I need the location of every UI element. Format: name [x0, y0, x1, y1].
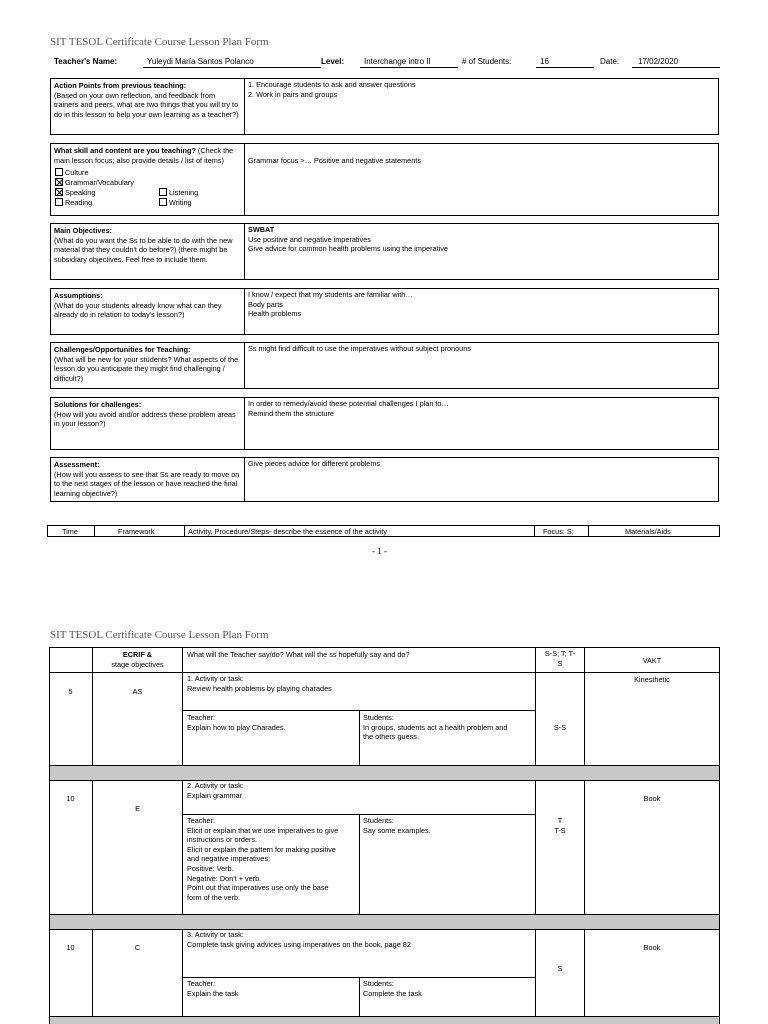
- col-vakt: VAKT: [642, 656, 662, 665]
- col-focus: S-S; T; T-: [544, 649, 576, 658]
- lesson-steps-table: [49, 647, 720, 1024]
- assumptions-title: Assumptions:: [54, 291, 103, 300]
- form-title: SIT TESOL Certificate Course Lesson Plan Form: [50, 36, 269, 48]
- action-points-section: [50, 78, 719, 135]
- skills-answer: Grammar focus >… Positive and negative statements: [248, 156, 421, 165]
- objective-item: Give advice for common health problems using the imperative: [248, 244, 448, 254]
- row2-stage: E: [135, 804, 140, 813]
- row2-task-desc: Explain grammar: [187, 790, 243, 800]
- row3-students-label: Students:: [363, 979, 394, 988]
- action-points-title: Action Points from previous teaching:: [54, 81, 187, 90]
- objectives-desc: (What do you want the Ss to be able to do with the new material that they couldn't do before?) (there might be subsidiary objectives. Feel free to include them.: [54, 235, 233, 264]
- action-points-desc: (Based on your own reflection, and feedback from trainers and peers, what are two things that you will try to do in this lesson to help your own learning as a teacher?): [54, 90, 239, 119]
- teacher-label: Teacher's Name:: [54, 57, 118, 66]
- row3-students-line: Complete the task: [363, 988, 422, 998]
- row2-vakt: Book: [643, 794, 661, 803]
- col-materials: Materials/Aids: [625, 527, 671, 536]
- framework-header-row: [47, 525, 720, 537]
- row2-focus: T-S: [554, 825, 566, 835]
- date-value: 17/02/2020: [638, 57, 679, 66]
- row2-students-label: Students:: [363, 816, 394, 825]
- objectives-title: Main Objectives:: [54, 226, 112, 235]
- grammar-checkbox[interactable]: [55, 178, 63, 186]
- col-ecrif: ECRIF &: [122, 650, 153, 659]
- swbat-label: SWBAT: [248, 225, 275, 234]
- row2-focus: T: [557, 816, 563, 825]
- culture-label: Culture: [65, 168, 89, 177]
- row2-teacher-line: and negative imperatives:: [187, 854, 271, 864]
- date-label: Date:: [600, 57, 620, 66]
- action-point-item: 1. Encourage students to ask and answer questions: [248, 80, 416, 89]
- row3-stage: C: [134, 943, 141, 952]
- row2-students-line: Say some examples.: [363, 825, 431, 835]
- solutions-title: Solutions for challenges:: [54, 400, 142, 409]
- students-count: 16: [540, 57, 549, 66]
- col-what: What will the Teacher say/do? What will the ss hopefully say and do?: [187, 650, 410, 659]
- teacher-name: Yuleydi María Santos Polanco: [147, 57, 254, 66]
- challenges-section: [50, 342, 719, 389]
- assumption-item: Health problems: [248, 309, 302, 319]
- row3-teacher-line: Explain the task: [187, 988, 239, 998]
- assessment-desc: (How will you assess to see that Ss are ready to move on to the next stages of the lesson or have reached the final learning objective?): [54, 469, 240, 498]
- row1-students-line: In groups, students act a health problem and: [363, 722, 508, 732]
- row2-time: 10: [66, 794, 75, 803]
- row1-task-title: 1. Activity or task:: [187, 674, 244, 683]
- listening-checkbox[interactable]: [159, 188, 167, 196]
- action-point-item: 2. Work in pairs and groups: [248, 89, 338, 99]
- row1-task-desc: Review health problems by playing charades: [187, 683, 332, 693]
- skills-desc: (Check the main lesson focus; also provide details / list of items): [54, 146, 234, 165]
- challenges-desc: (What will be new for your students? What aspects of the lesson do you anticipate they might find challenging / difficult?): [54, 354, 239, 383]
- challenge-item: Ss might find difficult to use the imperatives without subject pronouns: [248, 344, 471, 353]
- culture-checkbox[interactable]: [55, 168, 63, 176]
- row2-task-title: 2. Activity or task:: [187, 781, 244, 790]
- row1-teacher-label: Teacher:: [187, 713, 215, 722]
- skills-section: [50, 143, 719, 216]
- row1-time: 5: [68, 687, 73, 696]
- objective-item: Use positive and negative imperatives: [248, 234, 371, 244]
- row1-stage: AS: [132, 687, 143, 696]
- level-label: Level:: [321, 57, 345, 66]
- row3-time: 10: [66, 943, 75, 952]
- row2-teacher-label: Teacher:: [187, 816, 215, 825]
- row1-students-label: Students:: [363, 713, 394, 722]
- row2-teacher-line: Positive: Verb.: [187, 863, 234, 873]
- challenges-title: Challenges/Opportunities for Teaching:: [54, 345, 191, 354]
- assumptions-desc: (What do your students already know what can they already do in relation to today's lesson?): [54, 300, 222, 320]
- students-label: # of Students:: [462, 57, 512, 66]
- speaking-label: Speaking: [65, 188, 96, 197]
- header-row: [50, 57, 720, 69]
- assessment-title: Assessment:: [54, 460, 100, 469]
- form-title: SIT TESOL Certificate Course Lesson Plan Form: [50, 629, 269, 641]
- row3-vakt: Book: [643, 943, 661, 952]
- assumption-item: I know / expect that my students are familiar with…: [248, 290, 413, 299]
- col-framework: Framework: [118, 527, 155, 536]
- col-time: Time: [62, 527, 78, 536]
- row3-focus: S: [557, 964, 563, 973]
- level-value: Interchange intro II: [364, 57, 431, 66]
- row1-vakt: Kinesthetic: [634, 675, 670, 684]
- assumptions-section: [50, 288, 719, 335]
- speaking-checkbox[interactable]: [55, 188, 63, 196]
- row1-students-line: the others guess.: [363, 732, 419, 742]
- assumption-item: Body parts: [248, 299, 283, 309]
- solutions-desc: (How will you avoid and/or address these problem areas in your lesson?): [54, 409, 236, 429]
- solution-item: Remind them the structure: [248, 408, 334, 418]
- assessment-item: Give pieces advice for different problems: [248, 459, 381, 468]
- objectives-section: [50, 223, 719, 280]
- col-stage: stage objectives: [111, 659, 164, 669]
- row2-teacher-line: Elicit or explain the pattern for making positive: [187, 844, 336, 854]
- reading-checkbox[interactable]: [55, 198, 63, 206]
- skills-title: What skill and content are you teaching?: [54, 146, 196, 155]
- solution-item: In order to remedy/avoid these potential challenges I plan to…: [248, 399, 449, 408]
- row3-task-desc: Complete task giving advices using imperatives on the book, page 82: [187, 939, 411, 949]
- row1-teacher-line: Explain how to play Charades.: [187, 722, 286, 732]
- row2-teacher-line: Negative: Don't + verb.: [187, 873, 262, 883]
- writing-checkbox[interactable]: [159, 198, 167, 206]
- row2-teacher-line: Elicit or explain that we use imperatives to give: [187, 825, 339, 835]
- listening-label: Listening: [169, 188, 199, 197]
- row2-teacher-line: form of the verb.: [187, 892, 241, 902]
- col-focus: Focus: S;: [543, 527, 574, 536]
- assessment-section: [50, 457, 719, 502]
- page-number: - 1 -: [372, 546, 387, 556]
- row3-task-title: 3. Activity or task:: [187, 930, 244, 939]
- writing-label: Writing: [169, 198, 192, 207]
- grammar-label: Grammar/Vocabulary: [65, 178, 134, 187]
- col-activity: Activity, Procedure/Steps- describe the essence of the activity: [188, 527, 388, 536]
- row2-teacher-line: Point out that imperatives use only the base: [187, 883, 329, 893]
- row2-teacher-line: instructions or orders.: [187, 835, 258, 845]
- col-focus-2: S: [557, 658, 563, 668]
- solutions-section: [50, 397, 719, 450]
- reading-label: Reading: [65, 198, 93, 207]
- row3-teacher-label: Teacher:: [187, 979, 215, 988]
- row1-focus: S-S: [553, 723, 567, 732]
